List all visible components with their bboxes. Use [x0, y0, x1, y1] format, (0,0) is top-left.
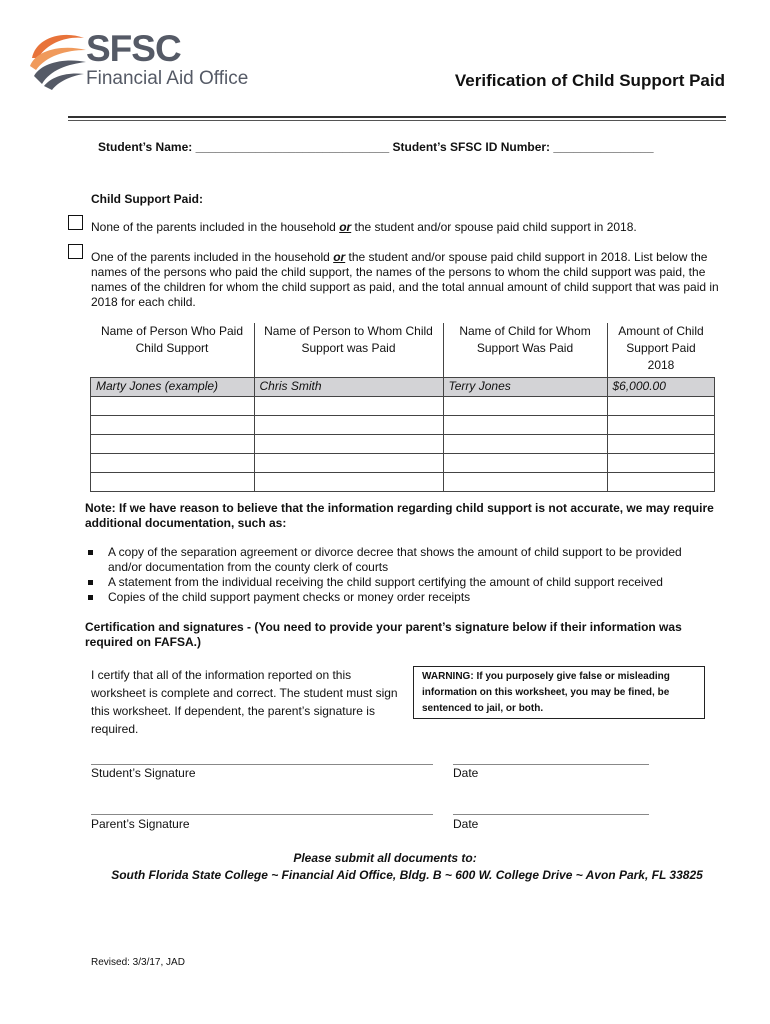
option-none-text-end: the student and/or spouse paid child support in 2018.	[351, 220, 637, 234]
bullet-text: A copy of the separation agreement or divorce decree that shows the amount of child support to be provided and/or documentation from the county clerk of courts	[108, 545, 682, 574]
cell-input[interactable]	[91, 473, 255, 492]
option-paid-text-start: One of the parents included in the household	[91, 250, 334, 264]
table-row	[91, 397, 715, 416]
option-paid-text	[91, 250, 721, 310]
cell-input[interactable]	[607, 473, 715, 492]
cell-input[interactable]	[91, 454, 255, 473]
logo-subtitle: Financial Aid Office	[86, 68, 249, 89]
option-paid-or: or	[333, 250, 346, 264]
submit-instruction: Please submit all documents to:	[293, 851, 477, 865]
date-line-1[interactable]	[453, 764, 649, 765]
option-none-text	[91, 220, 721, 235]
header-divider-thin	[68, 120, 726, 121]
certification-heading: Certification and signatures - (You need to provide your parent’s signature below if their information was required on FAFSA.)	[85, 620, 682, 649]
cell-input[interactable]	[443, 416, 607, 435]
certification-text: I certify that all of the information reported on this worksheet is complete and correct. The student must sign this worksheet. If dependent, the parent’s signature is required.	[91, 668, 398, 736]
header-divider	[68, 116, 726, 118]
option-none-text-start: None of the parents included in the household	[91, 220, 340, 234]
example-payer: Marty Jones (example)	[91, 378, 255, 397]
example-child: Terry Jones	[443, 378, 607, 397]
cell-input[interactable]	[443, 454, 607, 473]
sfsc-logo	[28, 28, 258, 98]
col-payer-header: Name of Person Who Paid Child Support	[91, 323, 255, 378]
option-paid-text-end: the student and/or spouse paid child support in 2018. List below the names of the persons who paid the child support, the names of the persons to whom the child support was paid, the names of the children for whom the child support as paid, and the total annual amount of child support that was paid in 2018 for each child.	[91, 250, 719, 309]
logo-name: SFSC	[86, 28, 181, 69]
note-text: Note: If we have reason to believe that the information regarding child support is not accurate, we may require additional documentation, such as:	[85, 501, 714, 530]
revision-note: Revised: 3/3/17, JAD	[91, 957, 185, 968]
example-amount: $6,000.00	[607, 378, 715, 397]
list-item	[88, 575, 718, 590]
cell-input[interactable]	[91, 435, 255, 454]
student-name-field[interactable]: _____________________________	[195, 140, 390, 154]
parent-signature-line[interactable]	[91, 814, 433, 815]
student-signature-line[interactable]	[91, 764, 433, 765]
parent-signature-label: Parent’s Signature	[91, 817, 190, 831]
date-label-1: Date	[453, 766, 479, 780]
bullet-icon	[88, 580, 93, 585]
col-amount-header: Amount of Child Support Paid 2018	[607, 323, 715, 378]
student-info-line	[98, 140, 654, 155]
col-child-header: Name of Child for Whom Support Was Paid	[443, 323, 607, 378]
table-row	[91, 473, 715, 492]
student-id-label: Student’s SFSC ID Number:	[392, 140, 551, 154]
option-none-or: or	[339, 220, 352, 234]
bullet-text: Copies of the child support payment checks or money order receipts	[108, 590, 471, 604]
page-title: Verification of Child Support Paid	[454, 71, 725, 90]
cell-input[interactable]	[607, 397, 715, 416]
table-row	[91, 416, 715, 435]
student-name-label: Student’s Name:	[98, 140, 193, 154]
list-item	[88, 590, 718, 605]
table-header-row	[91, 323, 715, 378]
cell-input[interactable]	[254, 397, 443, 416]
cell-input[interactable]	[607, 416, 715, 435]
option-paid-checkbox[interactable]	[68, 244, 83, 259]
table-row-example	[91, 378, 715, 397]
documentation-list	[88, 545, 718, 605]
table-row	[91, 435, 715, 454]
logo-swoosh-icon	[28, 28, 88, 90]
cell-input[interactable]	[443, 397, 607, 416]
table-row	[91, 454, 715, 473]
cell-input[interactable]	[443, 435, 607, 454]
bullet-icon	[88, 595, 93, 600]
cell-input[interactable]	[254, 416, 443, 435]
date-label-2: Date	[453, 817, 479, 831]
date-line-2[interactable]	[453, 814, 649, 815]
warning-box: WARNING: If you purposely give false or misleading information on this worksheet, you may be fined, be sentenced to jail, or both.	[413, 666, 705, 719]
cell-input[interactable]	[254, 454, 443, 473]
bullet-text: A statement from the individual receiving the child support certifying the amount of child support received	[108, 575, 663, 589]
student-id-field[interactable]: _______________	[553, 140, 654, 154]
section-heading: Child Support Paid:	[91, 192, 203, 206]
cell-input[interactable]	[607, 454, 715, 473]
option-none-checkbox[interactable]	[68, 215, 83, 230]
col-recipient-header: Name of Person to Whom Child Support was Paid	[254, 323, 443, 378]
student-signature-label: Student’s Signature	[91, 766, 196, 780]
cell-input[interactable]	[254, 473, 443, 492]
submit-address: South Florida State College ~ Financial Aid Office, Bldg. B ~ 600 W. College Drive ~ Avon Park, FL 33825	[111, 868, 703, 882]
child-support-table	[90, 323, 715, 492]
cell-input[interactable]	[607, 435, 715, 454]
list-item	[88, 545, 718, 575]
bullet-icon	[88, 550, 93, 555]
cell-input[interactable]	[254, 435, 443, 454]
cell-input[interactable]	[91, 397, 255, 416]
cell-input[interactable]	[91, 416, 255, 435]
cell-input[interactable]	[443, 473, 607, 492]
example-recipient: Chris Smith	[254, 378, 443, 397]
